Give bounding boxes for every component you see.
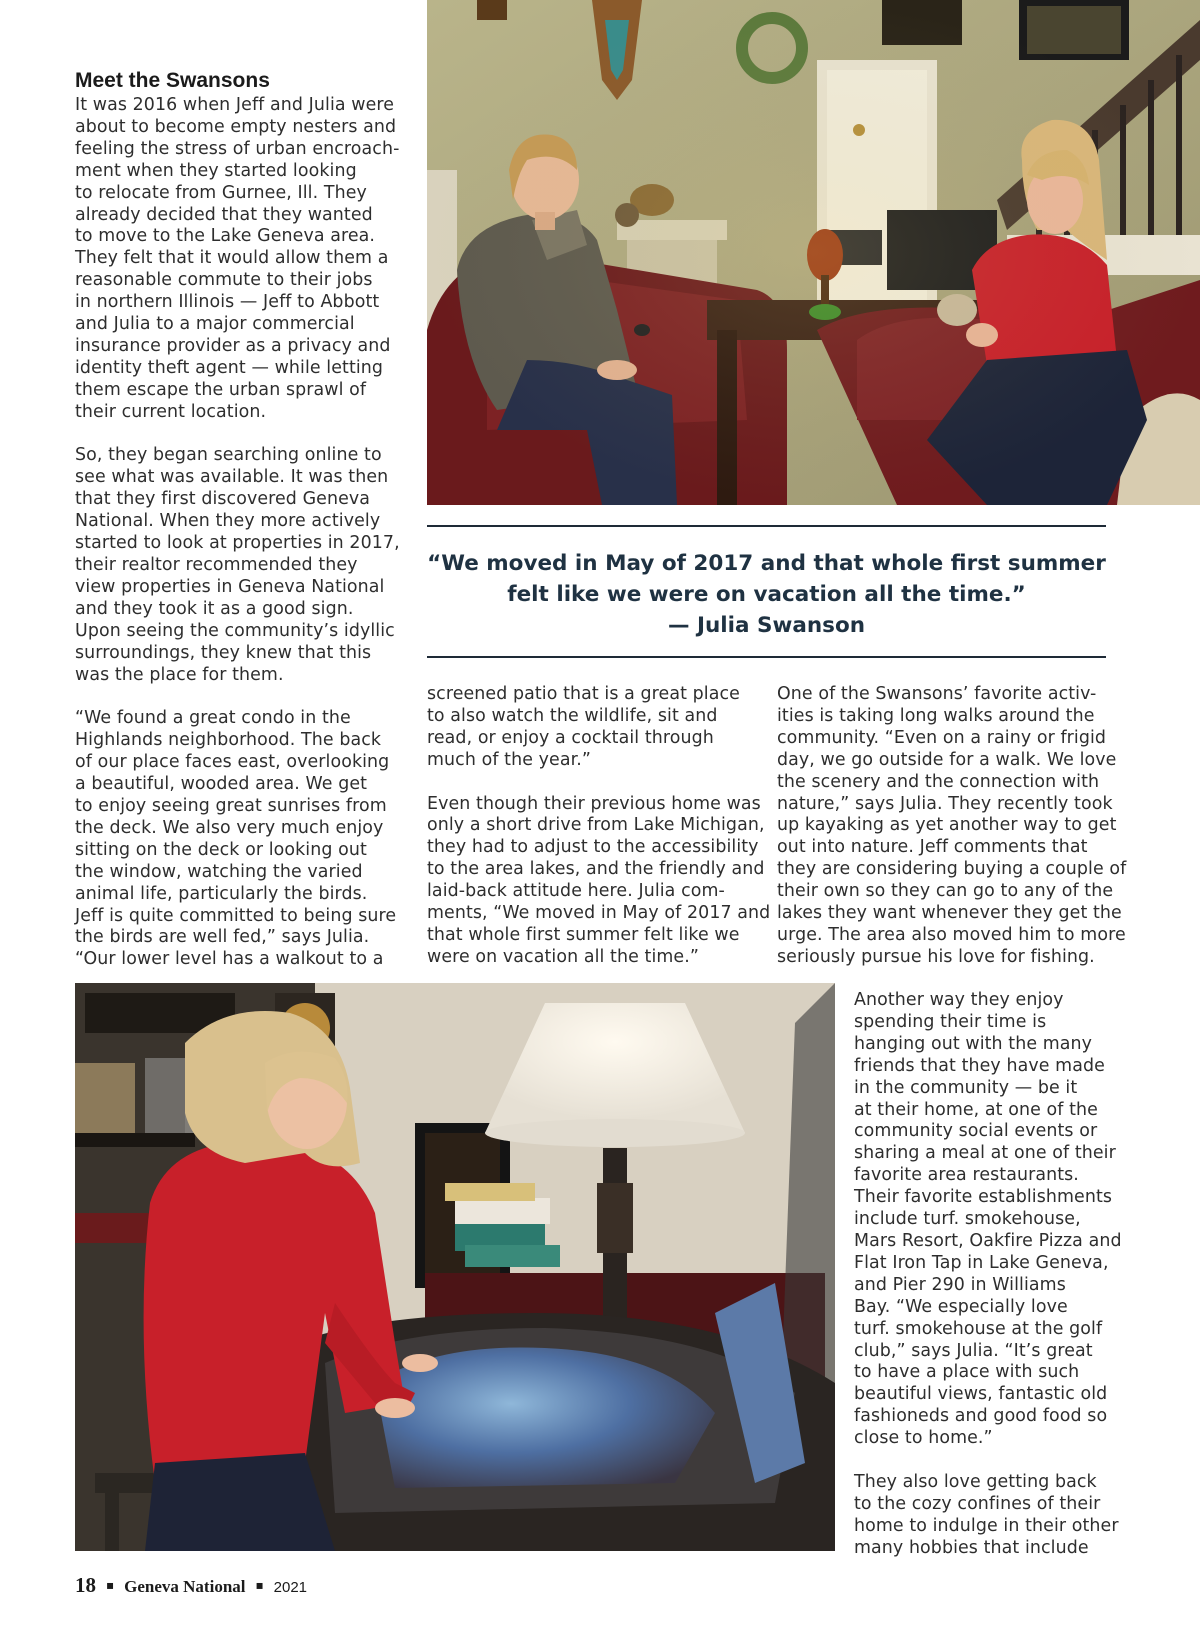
text-line: out into nature. Jeff comments that — [777, 837, 1088, 858]
text-line: ments, “We moved in May of 2017 and — [427, 903, 771, 924]
text-line: “Our lower level has a walkout to a — [75, 949, 384, 970]
text-line: their realtor recommended they — [75, 555, 358, 576]
text-line: ment when they started looking — [75, 160, 357, 181]
text-line: seriously pursue his love for fishing. — [777, 946, 1095, 967]
text-line: Bay. “We especially love — [854, 1296, 1068, 1317]
article-paragraph — [75, 708, 400, 971]
text-line: insurance provider as a privacy and — [75, 335, 391, 356]
text-line: the scenery and the connection with — [777, 771, 1100, 792]
article-paragraph — [427, 684, 770, 772]
text-line: their current location. — [75, 401, 267, 422]
section-heading: Meet the Swansons — [75, 69, 270, 92]
footer-separator: ▪ — [106, 1578, 115, 1592]
text-line: Flat Iron Tap in Lake Geneva, — [854, 1252, 1109, 1273]
publication-name: Geneva National — [124, 1577, 246, 1596]
text-line: and they took it as a good sign. — [75, 598, 354, 619]
pull-quote-attribution: — Julia Swanson — [667, 613, 866, 638]
footer-separator: ▪ — [255, 1578, 264, 1592]
text-line: favorite area restaurants. — [854, 1165, 1079, 1186]
text-line: and Julia to a major commercial — [75, 314, 355, 335]
text-line: nature,” says Julia. They recently took — [777, 793, 1113, 814]
text-line: turf. smokehouse at the golf — [854, 1318, 1103, 1339]
text-line: Mars Resort, Oakfire Pizza and — [854, 1230, 1122, 1251]
text-line: spending their time is — [854, 1011, 1047, 1032]
text-line: screened patio that is a great place — [427, 684, 740, 704]
article-column-4 — [854, 990, 1122, 1560]
text-line: the birds are well fed,” says Julia. — [75, 927, 370, 948]
text-line: the window, watching the varied — [75, 861, 363, 882]
text-line: see what was available. It was then — [75, 467, 389, 488]
text-line: Their favorite establishments — [854, 1187, 1113, 1208]
text-line: only a short drive from Lake Michigan, — [427, 815, 765, 836]
pull-quote-line-2: felt like we were on vacation all the time.” — [507, 582, 1026, 607]
text-line: hanging out with the many — [854, 1033, 1093, 1054]
text-line: Another way they enjoy — [854, 990, 1064, 1010]
puzzle-photo — [75, 983, 835, 1551]
text-line: reasonable commute to their jobs — [75, 270, 373, 291]
page-number: 18 — [75, 1573, 96, 1597]
article-paragraph — [777, 684, 1126, 969]
text-line: laid-back attitude here. Julia com- — [427, 881, 725, 902]
text-line: a beautiful, wooded area. We get — [75, 774, 368, 795]
text-line: at their home, at one of the — [854, 1099, 1098, 1120]
text-line: to enjoy seeing great sunrises from — [75, 795, 387, 816]
text-line: Even though their previous home was — [427, 793, 761, 814]
text-line: to also watch the wildlife, sit and — [427, 705, 718, 726]
text-line: read, or enjoy a cocktail through — [427, 727, 714, 748]
text-line: in northern Illinois — Jeff to Abbott — [75, 292, 380, 313]
text-line: One of the Swansons’ favorite activ- — [777, 684, 1097, 704]
text-line: feeling the stress of urban encroach- — [75, 138, 400, 159]
text-line: to move to the Lake Geneva area. — [75, 226, 376, 247]
text-line: they had to adjust to the accessibility — [427, 837, 759, 858]
article-paragraph — [854, 1472, 1122, 1560]
text-line: Upon seeing the community’s idyllic — [75, 620, 395, 641]
text-line: started to look at properties in 2017, — [75, 533, 400, 554]
text-line: in the community — be it — [854, 1077, 1078, 1098]
text-line: they are considering buying a couple of — [777, 859, 1127, 880]
text-line: about to become empty nesters and — [75, 116, 397, 137]
text-line: that whole first summer felt like we — [427, 924, 740, 945]
text-line: ities is taking long walks around the — [777, 705, 1095, 726]
text-line: Jeff is quite committed to being sure — [75, 905, 397, 926]
text-line: to relocate from Gurnee, Ill. They — [75, 182, 367, 203]
text-line: was the place for them. — [75, 664, 284, 685]
article-paragraph — [75, 445, 400, 686]
text-line: were on vacation all the time.” — [427, 946, 699, 967]
text-line: include turf. smokehouse, — [854, 1209, 1081, 1230]
article-paragraph — [854, 990, 1122, 1450]
text-line: many hobbies that include — [854, 1537, 1089, 1558]
text-line: of our place faces east, overlooking — [75, 752, 390, 773]
text-line: They felt that it would allow them a — [75, 248, 389, 269]
text-line: animal life, particularly the birds. — [75, 883, 368, 904]
text-line: Highlands neighborhood. The back — [75, 730, 382, 751]
text-line: lakes they want whenever they get the — [777, 903, 1122, 924]
text-line: view properties in Geneva National — [75, 576, 385, 597]
text-line: already decided that they wanted — [75, 204, 373, 225]
text-line: them escape the urban sprawl of — [75, 379, 367, 400]
text-line: sitting on the deck or looking out — [75, 839, 367, 860]
text-line: to the area lakes, and the friendly and — [427, 859, 765, 880]
pull-quote — [427, 548, 1106, 641]
text-line: urge. The area also moved him to more — [777, 924, 1126, 945]
text-line: home to indulge in their other — [854, 1515, 1119, 1536]
text-line: beautiful views, fantastic old — [854, 1384, 1108, 1405]
article-paragraph — [427, 794, 770, 969]
text-line: their own so they can go to any of the — [777, 881, 1114, 902]
text-line: up kayaking as yet another way to get — [777, 815, 1117, 836]
text-line: identity theft agent — while letting — [75, 357, 384, 378]
text-line: community. “Even on a rainy or frigid — [777, 727, 1107, 748]
article-column-2 — [427, 684, 770, 969]
pull-quote-bottom-rule — [427, 656, 1106, 658]
text-line: friends that they have made — [854, 1055, 1105, 1076]
text-line: “We found a great condo in the — [75, 708, 351, 729]
living-room-photo — [427, 0, 1200, 505]
text-line: fashioneds and good food so — [854, 1406, 1108, 1427]
pull-quote-line-1: “We moved in May of 2017 and that whole first summer — [427, 551, 1106, 576]
text-line: So, they began searching online to — [75, 445, 382, 466]
text-line: community social events or — [854, 1121, 1098, 1142]
article-column-3 — [777, 684, 1126, 969]
text-line: that they first discovered Geneva — [75, 489, 371, 510]
pull-quote-top-rule — [427, 525, 1106, 527]
text-line: and Pier 290 in Williams — [854, 1274, 1066, 1295]
text-line: day, we go outside for a walk. We love — [777, 749, 1117, 770]
article-column-1 — [75, 95, 400, 971]
text-line: National. When they more actively — [75, 511, 381, 532]
text-line: to have a place with such — [854, 1362, 1080, 1383]
text-line: surroundings, they knew that this — [75, 642, 372, 663]
text-line: to the cozy confines of their — [854, 1493, 1101, 1514]
text-line: They also love getting back — [854, 1471, 1097, 1492]
page-footer — [75, 1573, 307, 1598]
text-line: sharing a meal at one of their — [854, 1143, 1116, 1164]
article-paragraph — [75, 95, 400, 424]
text-line: the deck. We also very much enjoy — [75, 817, 384, 838]
text-line: much of the year.” — [427, 749, 591, 770]
publication-year: 2021 — [273, 1579, 308, 1596]
text-line: club,” says Julia. “It’s great — [854, 1340, 1093, 1361]
text-line: close to home.” — [854, 1428, 993, 1449]
text-line: It was 2016 when Jeff and Julia were — [75, 95, 395, 115]
